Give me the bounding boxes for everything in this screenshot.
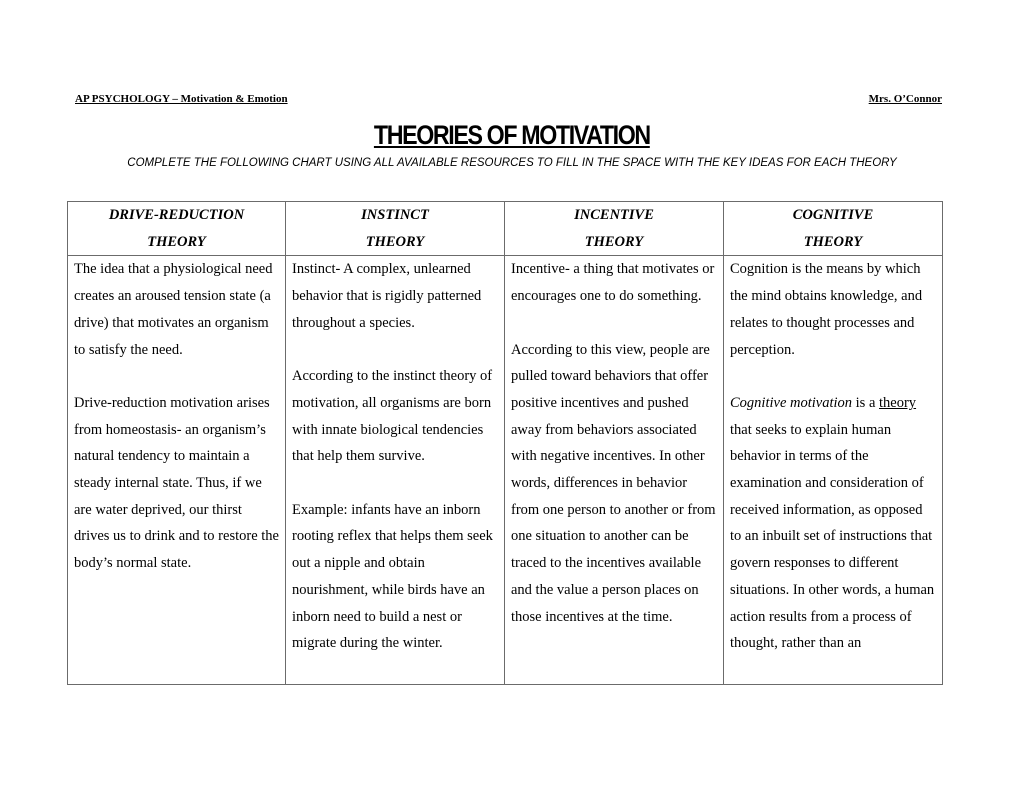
course-header: AP PSYCHOLOGY – Motivation & Emotion [75, 93, 288, 105]
example-text: Example: infants have an inborn rooting reflex that helps them seek out a nipple and obtain nourishment, while birds have an inborn need to build a nest or migrate during the winter. [292, 501, 493, 652]
heading-line1: COGNITIVE [792, 207, 874, 223]
theories-chart [67, 201, 943, 685]
explanation-text: According to this view, people are pulled toward behaviors that offer positive incentives and pushed away from behaviors associated with negative incentives. In other words, differences in behavior from one person to another or from one situation to another can be traced to the incentives available and the value a person places on those incentives at the time. [511, 341, 716, 625]
definition-text: The idea that a physiological need creates an aroused tension state (a drive) that motivates an organism to satisfy the need. [74, 261, 273, 358]
definition-text: Incentive- a thing that motivates or encourages one to do something. [511, 261, 715, 305]
header-row [68, 202, 943, 256]
cell-cognitive [724, 256, 943, 685]
explanation-text: According to the instinct theory of motivation, all organisms are born with innate biological tendencies that help them survive. [292, 368, 493, 465]
heading-line2: THEORY [147, 233, 206, 250]
heading-line1: INCENTIVE [574, 207, 654, 223]
heading-line2: THEORY [365, 233, 425, 250]
column-header-cognitive [724, 202, 943, 256]
cell-instinct [286, 256, 505, 685]
heading-line1: DRIVE-REDUCTION [108, 207, 245, 223]
teacher-name: Mrs. O’Connor [868, 93, 942, 105]
column-header-incentive [505, 202, 724, 256]
heading-line2: THEORY [584, 233, 644, 250]
heading-line2: THEORY [803, 233, 863, 250]
content-row [68, 256, 943, 685]
cell-drive-reduction [68, 256, 286, 685]
definition-text: Instinct- A complex, unlearned behavior that is rigidly patterned throughout a species. [292, 261, 482, 331]
definition-text: Cognition is the means by which the mind obtains knowledge, and relates to thought processes and perception. [730, 261, 923, 358]
explanation-text [730, 390, 936, 657]
column-header-drive-reduction [68, 202, 286, 256]
instructions: COMPLETE THE FOLLOWING CHART USING ALL AVAILABLE RESOURCES TO FILL IN THE SPACE WITH THE KEY IDEAS FOR EACH THEORY [127, 157, 897, 169]
theory-link[interactable]: theory [879, 394, 917, 411]
text-fragment: that seeks to explain human behavior in terms of the examination and consideration of received information, as opposed to an inbuilt set of instructions that govern responses to different situations. In other words, a human action results from a process of thought, rather than an [730, 421, 935, 652]
cognitive-motivation-term: Cognitive motivation [730, 394, 853, 411]
page-title: THEORIES OF MOTIVATION [373, 120, 650, 150]
explanation-text: Drive-reduction motivation arises from homeostasis- an organism’s natural tendency to maintain a steady internal state. Thus, if we are water deprived, our thirst drives us to drink and to restore the body’s normal state. [74, 394, 279, 572]
cell-incentive [505, 256, 724, 685]
heading-line1: INSTINCT [361, 207, 429, 223]
text-fragment: is a [852, 394, 880, 411]
column-header-instinct [286, 202, 505, 256]
